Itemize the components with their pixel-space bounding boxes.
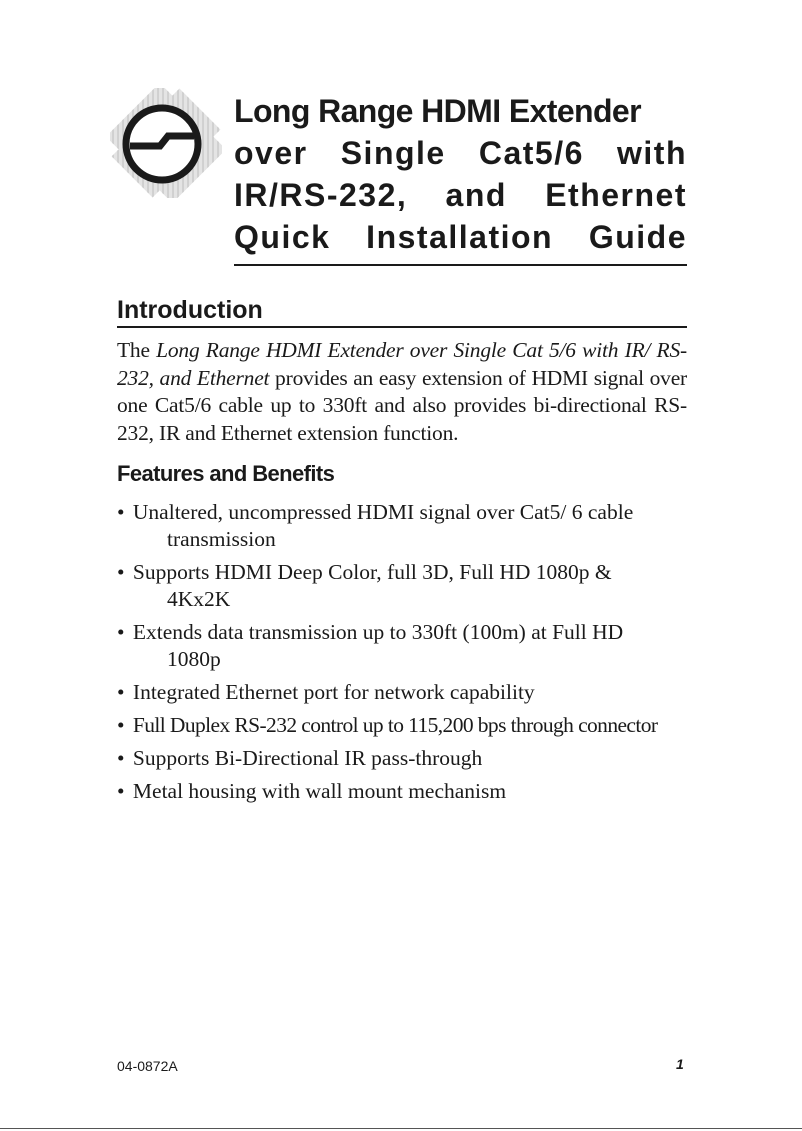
intro-text-suffix: provides an easy extension of HDMI signal over one Cat5/6 cable up to 330ft and also provides bi-directional RS-232, IR and Ethernet extension function. [117, 365, 687, 445]
bullet-icon: • [117, 560, 125, 584]
page-bottom-rule [0, 1128, 802, 1129]
introduction-heading: Introduction [117, 295, 687, 328]
bullet-icon: • [117, 620, 125, 644]
title-line-2: over Single Cat5/6 with [234, 135, 687, 171]
feature-item-text: Extends data transmission up to 330ft (100m) at Full HD 1080p [132, 620, 624, 671]
bullet-icon: • [117, 680, 125, 704]
bullet-icon: • [117, 713, 125, 737]
feature-item [117, 499, 677, 553]
siig-logo-icon [110, 88, 222, 198]
feature-item [117, 679, 677, 706]
feature-item [117, 745, 677, 772]
bullet-icon: • [117, 779, 125, 803]
page-number: 1 [676, 1056, 684, 1072]
title-line-3: IR/RS-232, and Ethernet [234, 177, 687, 213]
document-code: 04-0872A [117, 1058, 178, 1074]
feature-item-text: Metal housing with wall mount mechanism [132, 779, 507, 803]
features-list [117, 499, 677, 811]
feature-item [117, 712, 677, 739]
feature-item [117, 778, 677, 805]
feature-item [117, 619, 677, 673]
title-line-4: Quick Installation Guide [234, 219, 687, 255]
intro-product-name: Long Range HDMI Extender over Single Cat 5/6 with IR/ RS-232, and Ethernet [117, 338, 687, 390]
bullet-icon: • [117, 500, 125, 524]
feature-item-text: Full Duplex RS-232 control up to 115,200 bps through connector [132, 713, 658, 737]
feature-item-text: Unaltered, uncompressed HDMI signal over Cat5/ 6 cable transmission [132, 500, 634, 551]
document-title [234, 90, 687, 266]
intro-text-prefix: The [117, 338, 157, 362]
feature-item-text: Supports HDMI Deep Color, full 3D, Full HD 1080p & 4Kx2K [132, 560, 612, 611]
features-heading: Features and Benefits [117, 461, 335, 486]
title-line-1: Long Range HDMI Extender [234, 93, 641, 129]
introduction-paragraph [117, 337, 687, 447]
feature-item [117, 559, 677, 613]
feature-item-text: Supports Bi-Directional IR pass-through [132, 746, 483, 770]
bullet-icon: • [117, 746, 125, 770]
feature-item-text: Integrated Ethernet port for network capability [132, 680, 535, 704]
